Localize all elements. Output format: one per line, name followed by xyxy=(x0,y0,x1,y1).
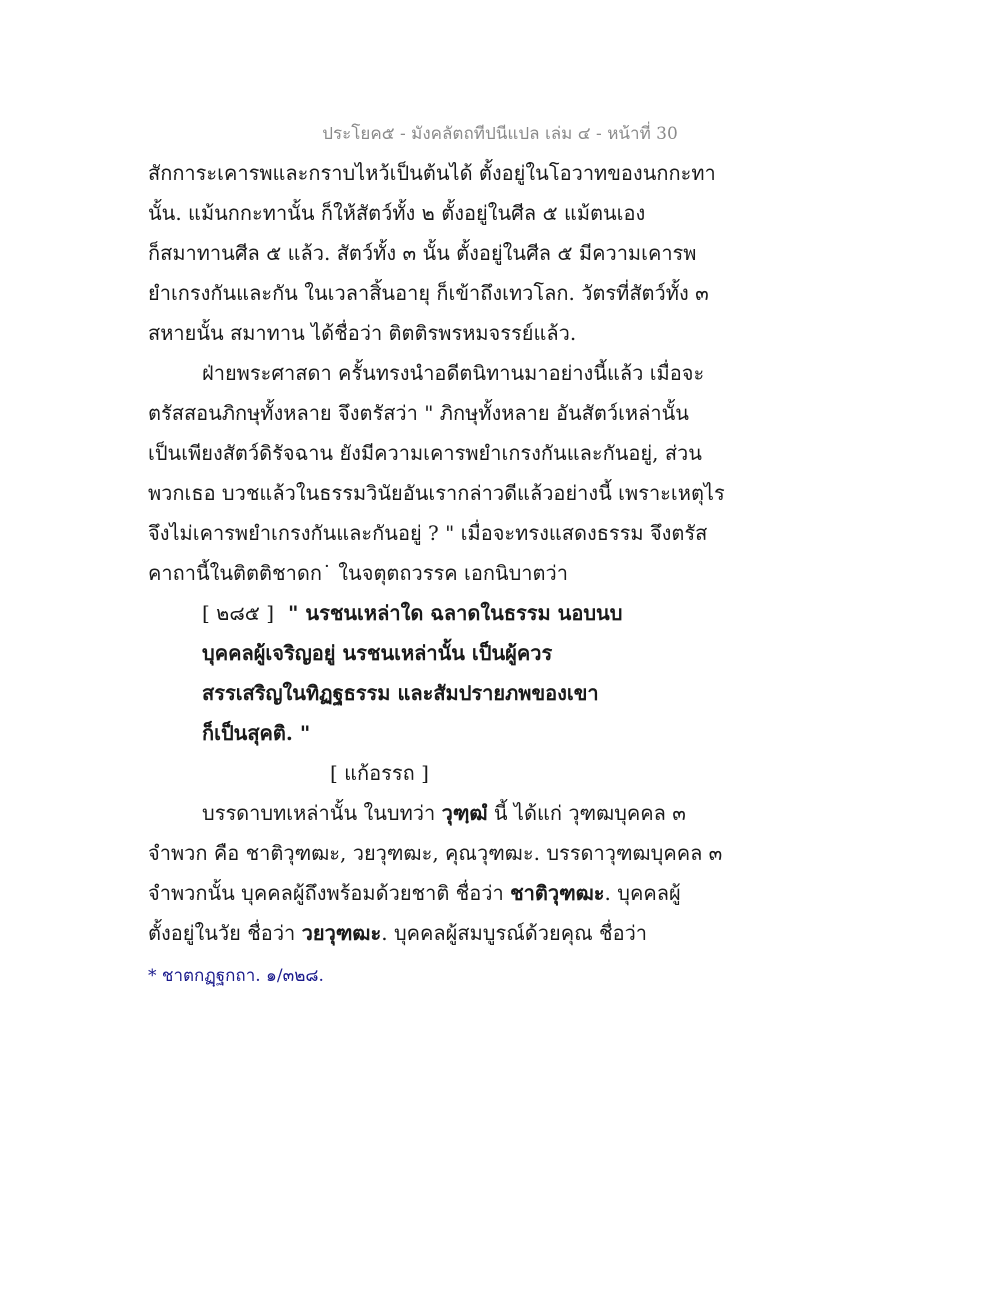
paragraph-3-line-3 xyxy=(148,880,681,906)
paragraph-3-line-2: จำพวก คือ ชาติวุฑฒะ, วยวุฑฒะ, คุณวุฑฒะ. บรรดาวุฑฒบุคคล ๓ xyxy=(148,841,723,865)
paragraph-3-line-4 xyxy=(148,920,647,946)
verse-text-1: " นรชนเหล่าใด ฉลาดในธรรม นอบนบ xyxy=(288,601,623,625)
paragraph-3-line-1 xyxy=(202,800,686,826)
verse-line-3: สรรเสริญในทิฏฐธรรม และสัมปรายภพของเขา xyxy=(202,681,599,705)
paragraph-1-line-2: นั้น. แม้นกกะทานั้น ก็ให้สัตว์ทั้ง ๒ ตั้งอยู่ในศีล ๕ แม้ตนเอง xyxy=(148,201,646,225)
footnote: * ชาตกฏฺฐกถา. ๑/๓๒๘. xyxy=(148,966,324,986)
p3-term-vuddham: วุฑฺฒํ xyxy=(441,801,488,825)
p3-l3-text-c: . บุคคลผู้ xyxy=(604,881,681,905)
verse-line-2: บุคคลผู้เจริญอยู่ นรชนเหล่านั้น เป็นผู้ควร xyxy=(202,641,553,665)
p3-term-jativuddha: ชาติวุฑฒะ xyxy=(510,881,605,905)
paragraph-2-line-1: ฝ่ายพระศาสดา ครั้นทรงนำอดีตนิทานมาอย่างนี้แล้ว เมื่อจะ xyxy=(202,361,705,385)
paragraph-1-line-4: ยำเกรงกันและกัน ในเวลาสิ้นอายุ ก็เข้าถึงเทวโลก. วัตรที่สัตว์ทั้ง ๓ xyxy=(148,281,709,305)
page-header: ประโยค๕ - มังคลัตถทีปนีแปล เล่ม ๔ - หน้าที่ 30 xyxy=(322,124,678,144)
paragraph-2-line-3: เป็นเพียงสัตว์ดิรัจฉาน ยังมีความเคารพยำเกรงกันและกันอยู่, ส่วน xyxy=(148,441,702,465)
verse-number: [ ๒๘๕ ] xyxy=(202,601,275,625)
p3-l1-text-c: นี้ ได้แก่ วุฑฒบุคคล ๓ xyxy=(487,801,686,825)
p3-l4-text-c: . บุคคลผู้สมบูรณ์ด้วยคุณ ชื่อว่า xyxy=(381,921,648,945)
paragraph-1-line-3: ก็สมาทานศีล ๕ แล้ว. สัตว์ทั้ง ๓ นั้น ตั้งอยู่ในศีล ๕ มีความเคารพ xyxy=(148,241,697,265)
paragraph-2-line-5: จึงไม่เคารพยำเกรงกันและกันอยู่ ? " เมื่อจะทรงแสดงธรรม จึงตรัส xyxy=(148,521,708,545)
paragraph-2-line-4: พวกเธอ บวชแล้วในธรรมวินัยอันเรากล่าวดีแล้วอย่างนี้ เพราะเหตุไร xyxy=(148,481,725,505)
verse-line-4: ก็เป็นสุคติ. " xyxy=(202,721,311,745)
p3-l4-text-a: ตั้งอยู่ในวัย ชื่อว่า xyxy=(148,921,302,945)
p3-l1-text-a: บรรดาบทเหล่านั้น ในบทว่า xyxy=(202,801,442,825)
paragraph-1-line-1: สักการะเคารพและกราบไหว้เป็นต้นได้ ตั้งอยู่ในโอวาทของนกกะทา xyxy=(148,161,716,185)
p3-l3-text-a: จำพวกนั้น บุคคลผู้ถึงพร้อมด้วยชาติ ชื่อว่า xyxy=(148,881,511,905)
section-title: [ แก้อรรถ ] xyxy=(330,761,429,785)
p3-term-vayavuddha: วยวุฑฒะ xyxy=(301,921,382,945)
paragraph-2-line-2: ตรัสสอนภิกษุทั้งหลาย จึงตรัสว่า " ภิกษุทั้งหลาย อันสัตว์เหล่านั้น xyxy=(148,401,689,425)
paragraph-2-line-6: คาถานี้ในติตติชาดก˙ ในจตุตถวรรค เอกนิบาตว่า xyxy=(148,561,568,585)
paragraph-1-line-5: สหายนั้น สมาทาน ได้ชื่อว่า ติตติรพรหมจรรย์แล้ว. xyxy=(148,321,577,345)
verse-line-1 xyxy=(202,600,622,626)
